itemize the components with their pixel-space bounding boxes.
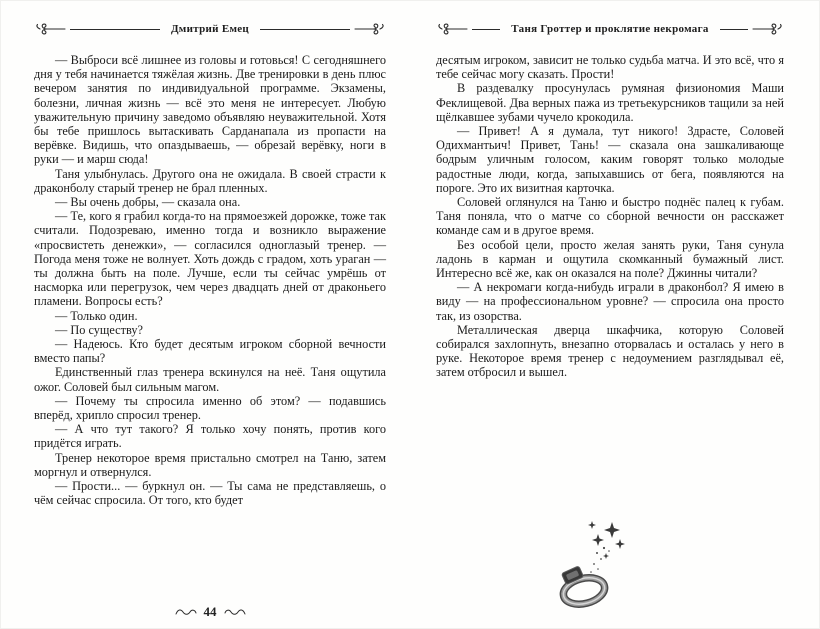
right-page — [436, 12, 784, 629]
paragraph: — Прости... — буркнул он. — Ты сама не представляешь, о чём сейчас спросила. От того, кто будет — [34, 479, 386, 508]
paragraph: — Вы очень добры, — сказала она. — [55, 195, 241, 210]
header-flourish-left-icon — [436, 22, 468, 36]
right-running-head-text: Таня Гроттер и проклятие некромага — [511, 23, 709, 35]
paragraph: — Выброси всё лишнее из головы и готовься! С сегодняшнего дня у тебя начинается тяжёлая жизнь. Две тренировки в день плюс вечером занятия по индивидуальной программе. Экзамены, болезни, личная жизнь — всё это меня не интересует. Любую уважительную причину заведомо объявляю неуважительной. Хотя бы тебе пришлось вытаскивать Сарданапала из пропасти на верёвке. Видишь, что опаздываешь, — обрезай верёвку, ноги в руки — и марш сюда! — [34, 53, 386, 167]
sparkle-dots — [590, 547, 610, 573]
right-text-block — [436, 53, 784, 380]
paragraph: — Привет! А я думала, тут никого! Здрасте, Соловей Одихмантьич! Привет, Тань! — сказала она зашкаливающе бодрым уличным голосом, каким говорят только молодые радостные люди, когда, запыхавшись от бега, появляются на пороге. Это их визитная карточка. — [436, 124, 784, 195]
paragraph: — Почему ты спросила именно об этом? — подавшись вперёд, хрипло спросил тренер. — [34, 393, 386, 423]
page-number: 44 — [203, 604, 217, 619]
paragraph: десятым игроком, зависит не только судьба матча. И это всё, что я тебе сейчас могу сказать. Прости! — [436, 53, 784, 82]
paragraph: — Те, кого я грабил когда-то на прямоезжей дорожке, тоже так считали. Подозреваю, именно тогда и возникло выражение «просвистеть денежки», — согласился одноглазый тренер. — Погода меня тоже не волнует. Хоть дождь с градом, хоть ураган — ты должна быть на поле. Лучше, если ты сейчас умрёшь от насморка или перегрузок, чем через двадцать дней от драконьего пламени. Вопросы есть? — [34, 209, 386, 309]
footer-flourish-left-icon — [175, 607, 197, 617]
paragraph: В раздевалку просунулась румяная физиономия Маши Феклищевой. Два верных пажа из третьекурсников тащили за ней щёлкавшее зубами чучело крокодила. — [436, 81, 784, 124]
header-rule — [260, 29, 350, 30]
paragraph: — По существу? — [55, 322, 143, 337]
sparkle-stars — [588, 521, 625, 559]
header-flourish-right-icon — [752, 22, 784, 36]
left-text-block — [34, 53, 386, 508]
paragraph: Таня улыбнулась. Другого она не ожидала. В своей страсти к драконболу старый тренер не брал пленных. — [34, 166, 386, 195]
paragraph: Соловей оглянулся на Таню и быстро поднёс палец к губам. Таня поняла, что о матче со сборной вечности он расскажет команде сам и в другое время. — [436, 195, 784, 238]
header-flourish-left-icon — [34, 22, 66, 36]
paragraph: — Только один. — [55, 308, 138, 323]
footer-flourish-right-icon — [224, 607, 246, 617]
paragraph: Единственный глаз тренера вскинулся на неё. Таня ощутила ожог. Соловей был сильным магом. — [34, 365, 386, 394]
left-page — [34, 12, 386, 629]
header-rule — [720, 29, 748, 30]
left-running-head — [34, 20, 386, 38]
paragraph: Металлическая дверца шкафчика, которую Соловей собирался захлопнуть, внезапно оторвалась и осталась у него в руке. Некоторое время тренер с недоумением разглядывал её, затем отбросил и вышел. — [436, 322, 784, 380]
header-flourish-right-icon — [354, 22, 386, 36]
ring-illustration — [548, 517, 644, 617]
left-page-footer — [34, 600, 386, 629]
paragraph: Тренер некоторое время пристально смотрел на Таню, затем моргнул и отвернулся. — [34, 450, 386, 479]
paragraph: — Надеюсь. Кто будет десятым игроком сборной вечности вместо папы? — [34, 337, 386, 366]
header-rule — [472, 29, 500, 30]
header-rule — [70, 29, 160, 30]
right-running-head — [436, 20, 784, 38]
paragraph: Без особой цели, просто желая занять руки, Таня сунула ладонь в карман и ощутила скомканный бумажный лист. Интересно всё же, как он оказался на поле? Джинны читали? — [436, 237, 784, 281]
left-running-head-text: Дмитрий Емец — [170, 23, 250, 35]
paragraph: — А что тут такого? Я только хочу понять, против кого придётся играть. — [34, 422, 386, 451]
paragraph: — А некромаги когда-нибудь играли в драконбол? Я имею в виду — на профессиональном уровне? — спросила она просто так, из озорства. — [436, 280, 784, 323]
